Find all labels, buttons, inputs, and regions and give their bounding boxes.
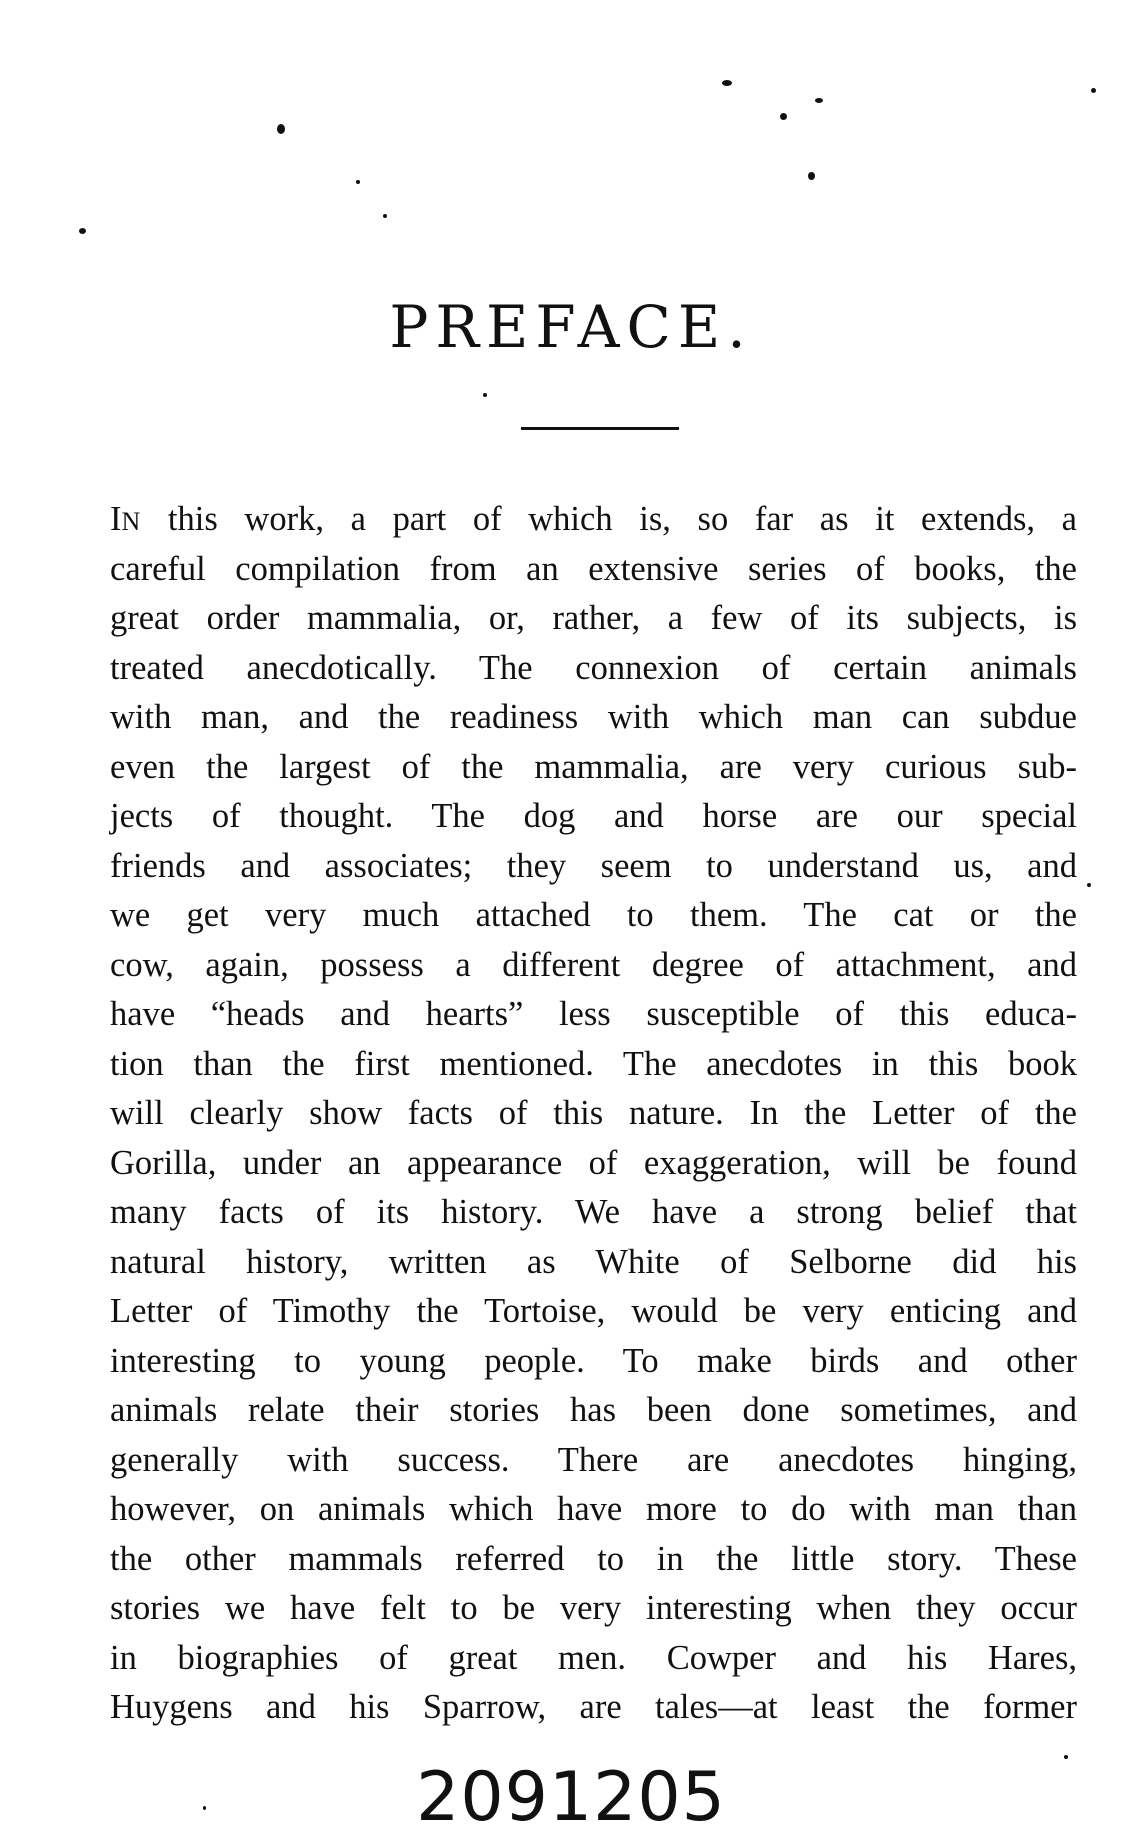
text-line: IN this work, a part of which is, so far as it extends, a bbox=[110, 500, 1077, 538]
page-title: PREFACE. bbox=[389, 293, 753, 361]
scan-speck bbox=[1064, 1755, 1068, 1759]
text-line: interesting to young people. To make birds and other bbox=[110, 1341, 1077, 1380]
text-line: we get very much attached to them. The cat or the bbox=[110, 896, 1077, 934]
text-line: Gorilla, under an appearance of exaggeration, will be found bbox=[110, 1143, 1077, 1182]
text-line: have “heads and hearts” less susceptible of this educa- bbox=[110, 995, 1077, 1033]
text-line: Letter of Timothy the Tortoise, would be very enticing and bbox=[110, 1292, 1077, 1330]
text-line: many facts of its history. We have a strong belief that bbox=[110, 1193, 1077, 1231]
scan-speck bbox=[1087, 883, 1091, 887]
drop-initial: I bbox=[110, 500, 122, 538]
scan-speck bbox=[808, 172, 815, 180]
scan-speck bbox=[79, 228, 86, 234]
scan-speck bbox=[356, 180, 360, 184]
text-line: cow, again, possess a different degree of attachment, and bbox=[110, 945, 1077, 984]
text-line: animals relate their stories has been done sometimes, and bbox=[110, 1391, 1077, 1429]
text-line: generally with success. There are anecdotes hinging, bbox=[110, 1440, 1077, 1479]
preface-body bbox=[110, 495, 1077, 1733]
text-line: in biographies of great men. Cowper and his Hares, bbox=[110, 1638, 1077, 1677]
scan-speck bbox=[722, 80, 732, 86]
text-line: friends and associates; they seem to understand us, and bbox=[110, 846, 1077, 885]
scan-speck bbox=[1091, 88, 1096, 93]
text-line: the other mammals referred to in the little story. These bbox=[110, 1539, 1077, 1578]
text-line: stories we have felt to be very interesting when they occur bbox=[110, 1589, 1077, 1627]
scan-speck bbox=[780, 113, 787, 120]
title-rule bbox=[521, 427, 679, 430]
catalog-stamp-number: 2091205 bbox=[416, 1758, 726, 1837]
scan-speck bbox=[483, 393, 487, 397]
text-line: treated anecdotically. The connexion of certain animals bbox=[110, 648, 1077, 687]
small-caps: N bbox=[121, 507, 142, 536]
text-line: however, on animals which have more to do with man than bbox=[110, 1490, 1077, 1528]
text-line: great order mammalia, or, rather, a few of its subjects, is bbox=[110, 599, 1077, 637]
text-line: careful compilation from an extensive series of books, the bbox=[110, 549, 1077, 588]
text-line: Huygens and his Sparrow, are tales—at least the former bbox=[110, 1688, 1077, 1726]
text-line: will clearly show facts of this nature. In the Letter of the bbox=[110, 1094, 1077, 1132]
scan-speck bbox=[815, 98, 823, 103]
text-line: jects of thought. The dog and horse are our special bbox=[110, 797, 1077, 835]
text-line: with man, and the readiness with which man can subdue bbox=[110, 698, 1077, 736]
text-line: even the largest of the mammalia, are very curious sub- bbox=[110, 747, 1077, 786]
text-line: tion than the first mentioned. The anecdotes in this book bbox=[110, 1044, 1077, 1083]
scan-speck bbox=[383, 214, 387, 218]
scan-speck bbox=[277, 124, 285, 134]
text-line: natural history, written as White of Selborne did his bbox=[110, 1242, 1077, 1281]
